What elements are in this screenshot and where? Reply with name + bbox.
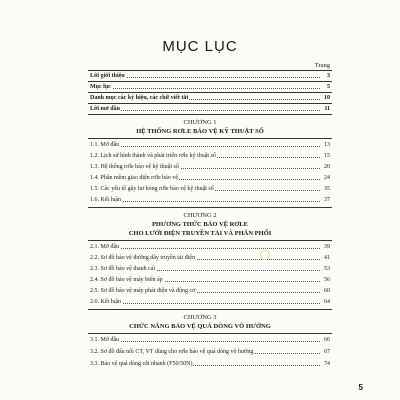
chapter-title: CHO LƯỚI ĐIỆN TRUYỀN TẢI VÀ PHÂN PHỐI bbox=[128, 230, 272, 237]
toc-entry: 2.3. Sơ đồ bảo vệ thanh cái 53 bbox=[90, 266, 330, 272]
toc-entry: 3.2. Sơ đồ đấu nối CT, VT dùng cho rơle bảo vệ quá dòng vô hướng 67 bbox=[90, 349, 330, 355]
toc-entry: 1.6. Kết luận 37 bbox=[90, 197, 330, 203]
toc-entry: 3.1. Mở đầu 66 bbox=[90, 337, 330, 343]
toc-entry: Lời giới thiệu 3 bbox=[90, 73, 330, 79]
toc-entry: 2.6. Kết luận 64 bbox=[90, 299, 330, 305]
toc-entry: 1.3. Hệ thống rơle bảo vệ kỹ thuật số 20 bbox=[90, 164, 330, 170]
chapter-title: PHƯƠNG THỨC BẢO VỆ RƠLE bbox=[151, 221, 249, 228]
toc-entry: 1.1. Mở đầu 13 bbox=[90, 142, 330, 148]
watermark-circle bbox=[260, 250, 270, 260]
toc-entry: 1.4. Phần mềm giao diện rơle bảo vệ 24 bbox=[90, 175, 330, 181]
toc-entry: Danh mục các ký hiệu, các chữ viết tắt 10 bbox=[90, 95, 330, 101]
toc-entry: 2.4. Sơ đồ bảo vệ máy biến áp 56 bbox=[90, 277, 330, 283]
toc-entry: 2.5. Sơ đồ bảo vệ máy phát điện và động cơ 60 bbox=[90, 288, 330, 294]
page-title: MỤC LỤC bbox=[162, 38, 238, 55]
toc-entry: 1.5. Các yếu tố gây hư hỏng rơle bảo vệ kỹ thuật số 35 bbox=[90, 186, 330, 192]
chapter-heading: CHƯƠNG 1 bbox=[183, 119, 217, 126]
rule bbox=[88, 138, 332, 139]
toc-entry: Lời mở đầu 11 bbox=[90, 106, 330, 112]
rule bbox=[88, 309, 332, 310]
toc-entry: 3.3. Bảo vệ quá dòng cắt nhanh (F50/50N) 74 bbox=[90, 361, 330, 367]
toc-entry: 2.1. Mở đầu 39 bbox=[90, 244, 330, 250]
chapter-title: CHỨC NĂNG BẢO VỆ QUÁ DÒNG VÔ HƯỚNG bbox=[129, 323, 271, 330]
page-number: 5 bbox=[358, 383, 363, 392]
rule bbox=[88, 114, 332, 115]
toc-entry: 1.2. Lịch sử hình thành và phát triển rơle kỹ thuật số 15 bbox=[90, 153, 330, 159]
chapter-heading: CHƯƠNG 3 bbox=[183, 314, 217, 321]
rule bbox=[88, 240, 332, 241]
chapter-title: HỆ THỐNG RƠLE BẢO VỆ KỸ THUẬT SỐ bbox=[136, 128, 264, 135]
toc-entry: Mục lục 5 bbox=[90, 84, 330, 90]
rule bbox=[88, 333, 332, 334]
toc-entry: 2.2. Sơ đồ bảo vệ đường dây truyền tải điện 41 bbox=[90, 255, 330, 261]
rule bbox=[88, 207, 332, 208]
chapter-heading: CHƯƠNG 2 bbox=[183, 212, 217, 219]
page-column-label: Trang bbox=[314, 62, 330, 69]
